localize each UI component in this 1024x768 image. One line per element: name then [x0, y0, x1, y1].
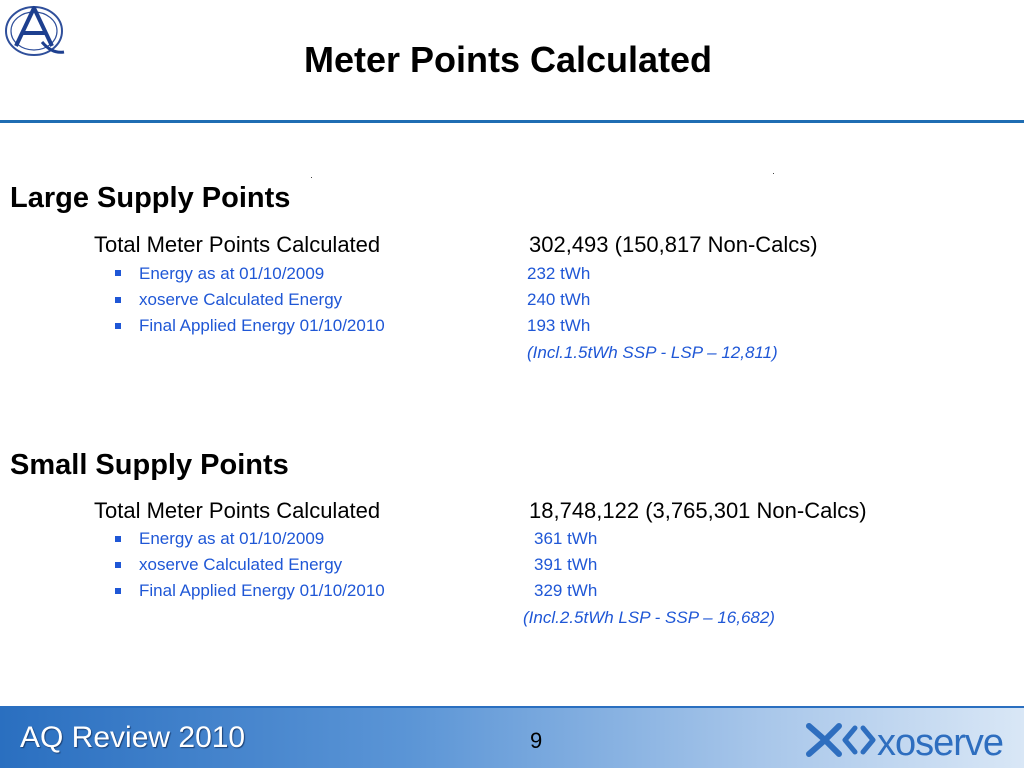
square-bullet-icon	[115, 562, 121, 568]
page-number: 9	[530, 728, 543, 753]
square-bullet-icon	[115, 588, 121, 594]
small-item-value: 391 tWh	[534, 555, 598, 574]
svg-text:xoserve: xoserve	[877, 722, 1004, 762]
speck-dot	[311, 177, 312, 178]
large-item-value: 232 tWh	[527, 264, 591, 283]
square-bullet-icon	[115, 270, 121, 276]
small-item-label: xoserve Calculated Energy	[139, 555, 343, 574]
large-item-value: 193 tWh	[527, 316, 591, 335]
small-item-label: Energy as at 01/10/2009	[139, 529, 325, 548]
square-bullet-icon	[115, 536, 121, 542]
title-divider	[0, 120, 1024, 123]
large-section-heading: Large Supply Points	[10, 182, 291, 214]
small-section-heading: Small Supply Points	[10, 449, 289, 481]
small-item-value: 361 tWh	[534, 529, 598, 548]
small-item-value: 329 tWh	[534, 581, 598, 600]
footer-title: AQ Review 2010	[20, 721, 246, 754]
speck-dot	[773, 173, 774, 174]
slide-title: Meter Points Calculated	[303, 39, 713, 80]
small-note: (Incl.2.5tWh LSP - SSP – 16,682)	[523, 608, 775, 627]
small-item-label: Final Applied Energy 01/10/2010	[139, 581, 385, 600]
large-item-value: 240 tWh	[527, 290, 591, 309]
large-item-label: xoserve Calculated Energy	[139, 290, 343, 309]
small-total-value: 18,748,122 (3,765,301 Non-Calcs)	[529, 498, 867, 523]
large-total-value: 302,493 (150,817 Non-Calcs)	[529, 232, 818, 257]
large-total-label: Total Meter Points Calculated	[94, 232, 381, 257]
large-item-label: Energy as at 01/10/2009	[139, 264, 325, 283]
xoserve-logo-icon	[805, 718, 1015, 762]
large-item-label: Final Applied Energy 01/10/2010	[139, 316, 385, 335]
square-bullet-icon	[115, 323, 121, 329]
square-bullet-icon	[115, 297, 121, 303]
small-total-label: Total Meter Points Calculated	[94, 498, 381, 523]
footer-bar	[0, 708, 1024, 768]
large-note: (Incl.1.5tWh SSP - LSP – 12,811)	[527, 343, 778, 362]
